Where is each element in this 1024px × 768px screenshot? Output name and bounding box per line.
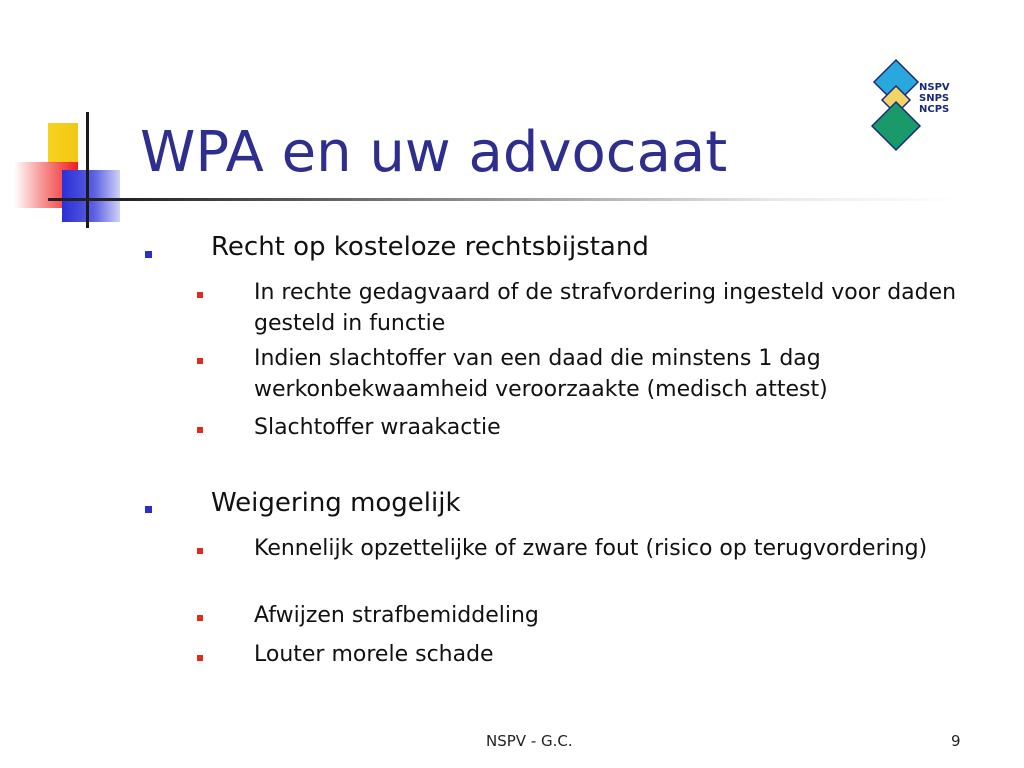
- section-heading: Weigering mogelijk: [211, 488, 461, 518]
- logo-line-2: SNPS: [919, 93, 950, 104]
- logo-line-1: NSPV: [919, 82, 950, 93]
- bullet-square-red: [197, 615, 203, 621]
- list-item: In rechte gedagvaard of de strafvordering ingesteld voor daden gesteld in functie: [254, 280, 957, 336]
- list-item: Slachtoffer wraakactie: [254, 415, 501, 440]
- list-item: Kennelijk opzettelijke of zware fout (risico op terugvordering): [254, 536, 928, 561]
- nspv-logo: [866, 58, 966, 154]
- title-underline: [48, 198, 960, 201]
- list-item: Afwijzen strafbemiddeling: [254, 603, 539, 628]
- decor-vertical-line: [86, 112, 89, 228]
- footer-text: NSPV - G.C.: [486, 732, 573, 750]
- bullet-square-red: [197, 548, 203, 554]
- bullet-square-red: [197, 655, 203, 661]
- list-item: Louter morele schade: [254, 642, 494, 667]
- bullet-square-red: [197, 427, 203, 433]
- section-heading: Recht op kosteloze rechtsbijstand: [211, 232, 649, 262]
- decor-yellow-square: [48, 123, 78, 163]
- logo-green-diamond: [872, 102, 920, 150]
- bullet-square-blue: [145, 506, 152, 513]
- logo-text: [919, 82, 950, 115]
- bullet-square-red: [197, 292, 203, 298]
- bullet-square-red: [197, 358, 203, 364]
- logo-line-3: NCPS: [919, 104, 950, 115]
- bullet-square-blue: [145, 251, 152, 258]
- list-item: Indien slachtoffer van een daad die minstens 1 dag werkonbekwaamheid veroorzaakte (medisch attest): [254, 346, 828, 402]
- slide-title: WPA en uw advocaat: [140, 120, 728, 185]
- page-number: 9: [951, 732, 961, 750]
- decor-blue-square: [62, 170, 120, 222]
